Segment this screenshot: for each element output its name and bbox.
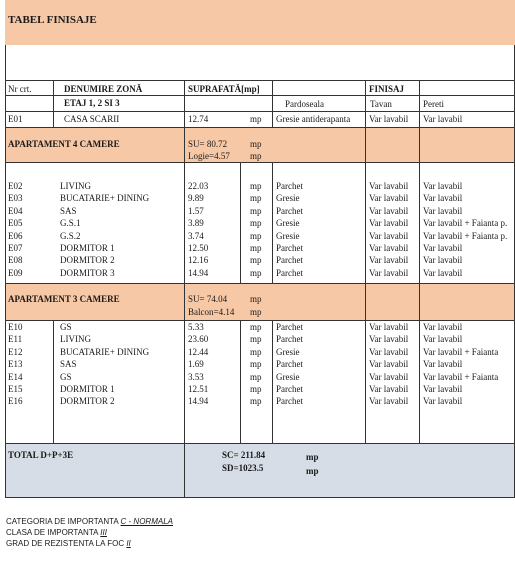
row-nr: E12 <box>8 346 23 357</box>
row-nr: E05 <box>8 218 23 229</box>
row-tavan: Var lavabil <box>369 218 409 229</box>
row-pereti: Var lavabil + Faianta <box>423 371 499 382</box>
total-sc: SC= 211.84 <box>222 450 266 460</box>
row-unit: mp <box>250 193 262 204</box>
row-area: 22.03 <box>188 181 209 191</box>
row-pereti: Var lavabil <box>423 205 463 216</box>
row-nr: E03 <box>8 193 23 204</box>
row-pardoseala: Parchet <box>276 205 303 216</box>
row-unit: mp <box>250 371 262 382</box>
total-label: TOTAL D+P+3E <box>8 450 74 460</box>
row-tavan: Var lavabil <box>369 243 409 253</box>
ap3-su-unit: mp <box>250 294 262 304</box>
footer-categoria <box>6 516 173 527</box>
grid-line <box>184 80 185 497</box>
ap4-su-unit: mp <box>250 139 262 149</box>
grid-line <box>53 320 54 443</box>
row-tavan: Var lavabil <box>369 371 409 382</box>
row-tavan: Var lavabil <box>369 255 409 266</box>
row-pardoseala: Gresie <box>276 371 300 382</box>
row-unit: mp <box>250 181 262 191</box>
row-nr: E09 <box>8 267 23 278</box>
row-pereti: Var lavabil + Faianta p. <box>423 218 508 229</box>
header-denumire: DENUMIRE ZONĂ <box>64 84 143 94</box>
header-tavan: Tavan <box>370 99 392 109</box>
rule <box>5 95 515 96</box>
grid-line <box>419 80 420 443</box>
grid-line <box>53 80 54 128</box>
row-tavan: Var lavabil <box>369 267 409 278</box>
row-pardoseala: Parchet <box>276 396 303 407</box>
row-pereti: Var lavabil <box>423 384 463 394</box>
row-area: 3.53 <box>188 371 204 382</box>
rule <box>5 127 515 128</box>
row-tavan: Var lavabil <box>369 359 409 370</box>
rule <box>5 497 515 498</box>
row-name: DORMITOR 3 <box>60 267 115 278</box>
header-pereti: Pereti <box>423 99 444 109</box>
row-tavan: Var lavabil <box>369 181 409 191</box>
row-pardoseala: Parchet <box>276 255 303 266</box>
row-unit: mp <box>250 322 262 332</box>
row-name: DORMITOR 2 <box>60 396 115 407</box>
ap4-title: APARTAMENT 4 CAMERE <box>8 139 120 149</box>
row-name: G.S.2 <box>60 230 81 241</box>
categoria-label: CATEGORIA DE IMPORTANTA <box>6 517 119 526</box>
row-nr: E02 <box>8 181 23 191</box>
row-unit: mp <box>250 334 262 345</box>
total-sd: SD=1023.5 <box>222 463 264 473</box>
ap3-title: APARTAMENT 3 CAMERE <box>8 294 120 304</box>
rule <box>5 80 515 81</box>
header-suprafata: SUPRAFATĂ[mp] <box>188 84 260 94</box>
header-finisaj: FINISAJ <box>369 84 405 94</box>
row-pereti: Var lavabil <box>423 114 463 124</box>
row-area: 12.16 <box>188 255 209 266</box>
row-nr: E15 <box>8 384 23 394</box>
row-pereti: Var lavabil + Faianta p. <box>423 230 508 241</box>
row-area: 9.89 <box>188 193 204 204</box>
row-nr: E08 <box>8 255 23 266</box>
row-unit: mp <box>250 346 262 357</box>
row-name: DORMITOR 1 <box>60 243 115 253</box>
header-pardoseala: Pardoseala <box>285 99 324 109</box>
row-area: 12.44 <box>188 346 209 357</box>
row-area: 5.33 <box>188 322 204 332</box>
rule <box>5 320 515 321</box>
row-unit: mp <box>250 384 262 394</box>
row-pardoseala: Gresie <box>276 193 300 204</box>
row-name: G.S.1 <box>60 218 81 229</box>
page-title: TABEL FINISAJE <box>8 14 97 26</box>
row-pereti: Var lavabil <box>423 359 463 370</box>
ap3-su: SU= 74.04 <box>188 294 228 304</box>
row-area: 12.50 <box>188 243 209 253</box>
row-name: LIVING <box>60 181 91 191</box>
row-tavan: Var lavabil <box>369 396 409 407</box>
row-pereti: Var lavabil <box>423 255 463 266</box>
grid-line <box>272 320 273 443</box>
row-tavan: Var lavabil <box>369 384 409 394</box>
row-area: 12.51 <box>188 384 209 394</box>
row-area: 3.74 <box>188 230 204 241</box>
footer-grad <box>6 538 131 549</box>
row-pereti: Var lavabil + Faianta <box>423 346 499 357</box>
row-name: LIVING <box>60 334 91 345</box>
grad-label: GRAD DE REZISTENTA LA FOC <box>6 539 125 548</box>
rule <box>5 111 515 112</box>
row-name: CASA SCARII <box>64 114 120 124</box>
grid-line <box>5 45 6 497</box>
row-unit: mp <box>250 230 262 241</box>
row-pardoseala: Parchet <box>276 267 303 278</box>
row-tavan: Var lavabil <box>369 205 409 216</box>
row-pardoseala: Gresie <box>276 218 300 229</box>
row-pardoseala: Parchet <box>276 243 303 253</box>
row-nr: E13 <box>8 359 23 370</box>
ap4-su: SU= 80.72 <box>188 139 228 149</box>
row-nr: E10 <box>8 322 23 332</box>
row-nr: E04 <box>8 205 23 216</box>
rule <box>5 162 515 163</box>
row-unit: mp <box>250 396 262 407</box>
row-name: GS <box>60 322 72 332</box>
grid-line <box>272 162 273 283</box>
row-pereti: Var lavabil <box>423 267 463 278</box>
row-pardoseala: Gresie <box>276 346 300 357</box>
row-name: BUCATARIE+ DINING <box>60 193 150 204</box>
row-pardoseala: Gresie <box>276 230 300 241</box>
rule <box>5 443 515 444</box>
row-name: GS <box>60 371 72 382</box>
row-area: 14.94 <box>188 267 209 278</box>
row-tavan: Var lavabil <box>369 230 409 241</box>
grad-value: II <box>126 539 131 548</box>
row-tavan: Var lavabil <box>369 334 409 345</box>
row-name: DORMITOR 2 <box>60 255 115 266</box>
row-tavan: Var lavabil <box>369 193 409 204</box>
row-pereti: Var lavabil <box>423 334 463 345</box>
row-area: 14.94 <box>188 396 209 407</box>
row-area: 3.89 <box>188 218 204 229</box>
row-pereti: Var lavabil <box>423 243 463 253</box>
row-name: SAS <box>60 205 77 216</box>
ap4-logie-unit: mp <box>250 151 262 161</box>
row-unit: mp <box>250 114 262 124</box>
row-pardoseala: Parchet <box>276 359 303 370</box>
ap4-logie: Logie=4.57 <box>188 151 230 161</box>
row-nr: E06 <box>8 230 23 241</box>
categoria-value: C - NORMALA <box>120 517 173 526</box>
row-pereti: Var lavabil <box>423 181 463 191</box>
row-area: 23.60 <box>188 334 209 345</box>
row-pereti: Var lavabil <box>423 322 463 332</box>
grid-line <box>272 80 273 128</box>
total-sd-unit: mp <box>306 466 319 476</box>
row-pardoseala: Parchet <box>276 384 303 394</box>
row-tavan: Var lavabil <box>369 114 409 124</box>
row-name: DORMITOR 1 <box>60 384 115 394</box>
ap3-balcon-unit: mp <box>250 307 262 317</box>
row-pereti: Var lavabil <box>423 396 463 407</box>
row-name: BUCATARIE+ DINING <box>60 346 150 357</box>
footer-clasa <box>6 527 107 538</box>
row-pereti: Var lavabil <box>423 193 463 204</box>
row-tavan: Var lavabil <box>369 346 409 357</box>
row-unit: mp <box>250 255 262 266</box>
total-sc-unit: mp <box>306 452 319 462</box>
row-pardoseala: Parchet <box>276 322 303 332</box>
row-name: SAS <box>60 359 77 370</box>
ap3-balcon: Balcon=4.14 <box>188 307 235 317</box>
clasa-value: III <box>100 528 107 537</box>
row-nr: E16 <box>8 396 23 407</box>
row-pardoseala: Parchet <box>276 181 303 191</box>
row-nr: E11 <box>8 334 23 345</box>
rule <box>5 283 515 284</box>
row-tavan: Var lavabil <box>369 322 409 332</box>
row-unit: mp <box>250 205 262 216</box>
header-etaj: ETAJ 1, 2 SI 3 <box>64 98 120 108</box>
row-pardoseala: Gresie antiderapanta <box>276 114 351 124</box>
grid-line <box>240 162 241 283</box>
row-area: 1.57 <box>188 205 204 216</box>
row-unit: mp <box>250 243 262 253</box>
row-area: 1.69 <box>188 359 204 370</box>
row-area: 12.74 <box>188 114 209 124</box>
row-nr: E01 <box>8 114 23 124</box>
row-nr: E14 <box>8 371 23 382</box>
row-pardoseala: Parchet <box>276 334 303 345</box>
row-unit: mp <box>250 267 262 278</box>
row-unit: mp <box>250 359 262 370</box>
row-nr: E07 <box>8 243 23 253</box>
clasa-label: CLASA DE IMPORTANTA <box>6 528 99 537</box>
row-unit: mp <box>250 218 262 229</box>
grid-line <box>365 80 366 443</box>
header-nr: Nr crt. <box>8 84 32 94</box>
grid-line <box>240 320 241 443</box>
